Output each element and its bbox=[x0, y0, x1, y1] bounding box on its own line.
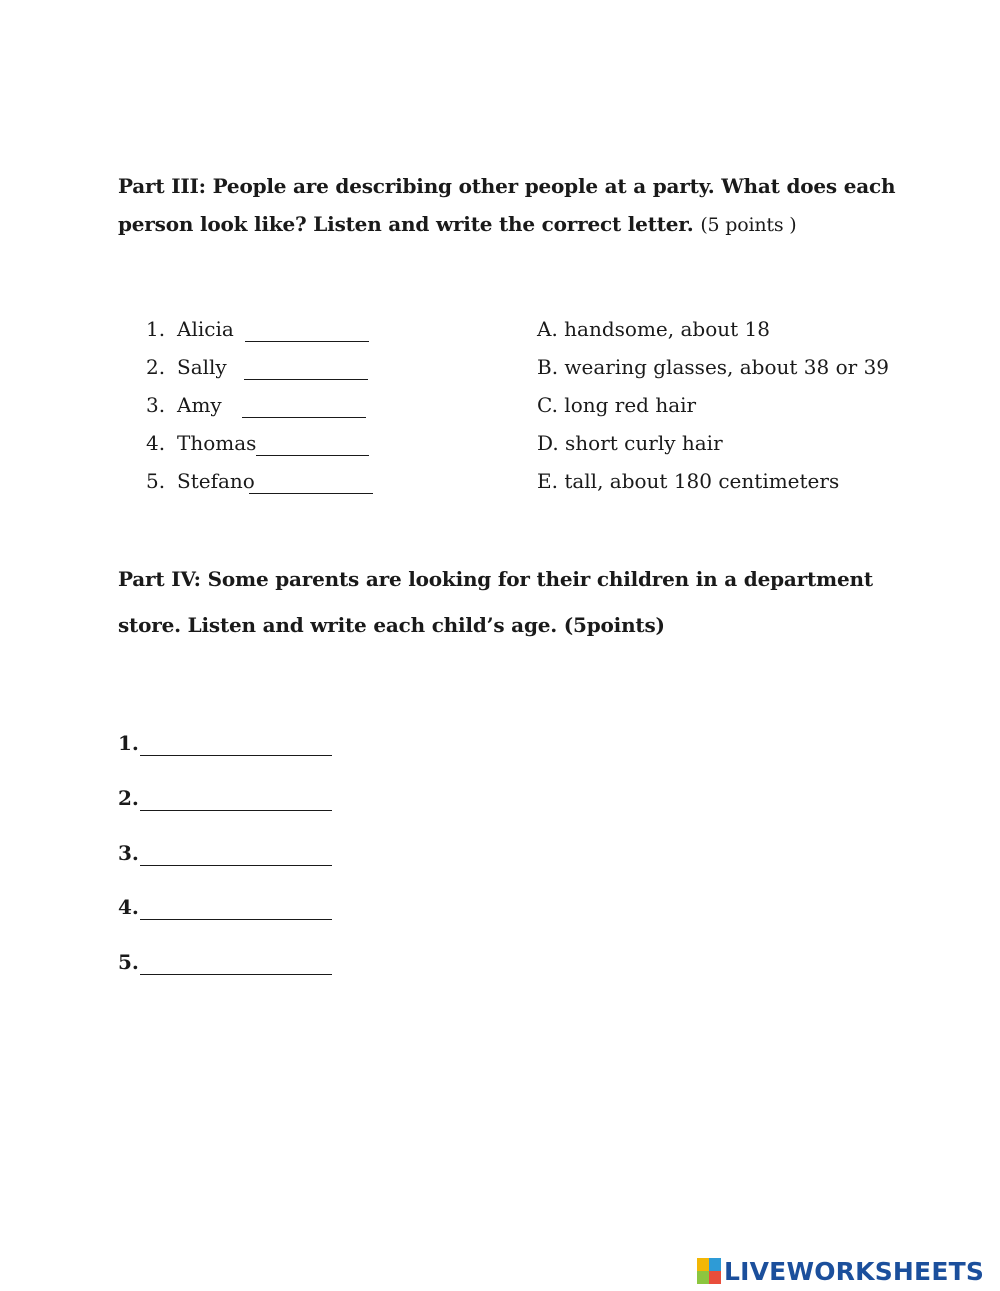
age-answer-row bbox=[118, 895, 378, 925]
logo-blocks-icon bbox=[697, 1258, 721, 1284]
person-name: Stefano bbox=[177, 469, 255, 493]
part3-points: (5 points ) bbox=[700, 214, 797, 236]
answer-blank[interactable] bbox=[256, 431, 369, 456]
item-number: 3. bbox=[146, 393, 166, 417]
part3-heading-text: Part III: People are describing other people at a party. What does each person look like? Listen and write the correct letter. bbox=[118, 174, 896, 236]
age-answer-row bbox=[118, 950, 378, 980]
item-number: 5. bbox=[118, 950, 139, 974]
logo-block bbox=[709, 1271, 721, 1284]
item-number: 5. bbox=[146, 469, 166, 493]
item-number: 3. bbox=[118, 841, 139, 865]
answer-blank[interactable] bbox=[244, 355, 368, 380]
answer-blank[interactable] bbox=[245, 317, 369, 342]
item-number: 4. bbox=[146, 431, 166, 455]
description: D. short curly hair bbox=[537, 431, 723, 455]
description: A. handsome, about 18 bbox=[537, 317, 770, 341]
person-name: Amy bbox=[177, 393, 222, 417]
description: B. wearing glasses, about 38 or 39 bbox=[537, 355, 890, 379]
match-row bbox=[0, 431, 1000, 469]
age-answer-row bbox=[118, 786, 378, 816]
logo-text: LIVEWORKSHEETS bbox=[724, 1256, 985, 1286]
logo-block bbox=[697, 1258, 709, 1271]
age-answer-blank[interactable] bbox=[140, 950, 332, 975]
match-row bbox=[0, 355, 1000, 393]
match-row bbox=[0, 469, 1000, 507]
match-row bbox=[0, 317, 1000, 355]
age-answer-blank[interactable] bbox=[140, 786, 332, 811]
match-row bbox=[0, 393, 1000, 431]
person-name: Alicia bbox=[177, 317, 234, 341]
age-answer-blank[interactable] bbox=[140, 895, 332, 920]
item-number: 2. bbox=[146, 355, 166, 379]
item-number: 1. bbox=[118, 731, 139, 755]
description: E. tall, about 180 centimeters bbox=[537, 469, 840, 493]
item-number: 2. bbox=[118, 786, 139, 810]
description: C. long red hair bbox=[537, 393, 697, 417]
logo-block bbox=[709, 1258, 721, 1271]
age-answer-row bbox=[118, 731, 378, 761]
person-name: Sally bbox=[177, 355, 227, 379]
age-answer-blank[interactable] bbox=[140, 841, 332, 866]
answer-blank[interactable] bbox=[249, 469, 373, 494]
answer-blank[interactable] bbox=[242, 393, 366, 418]
item-number: 4. bbox=[118, 895, 139, 919]
liveworksheets-logo bbox=[697, 1254, 984, 1288]
age-answer-blank[interactable] bbox=[140, 731, 332, 756]
age-answer-row bbox=[118, 841, 378, 871]
logo-block bbox=[697, 1271, 709, 1284]
part3-heading bbox=[118, 167, 898, 244]
item-number: 1. bbox=[146, 317, 166, 341]
person-name: Thomas bbox=[177, 431, 257, 455]
part4-heading: Part IV: Some parents are looking for their children in a department store. Listen and write each child’s age. (5points) bbox=[118, 567, 873, 637]
